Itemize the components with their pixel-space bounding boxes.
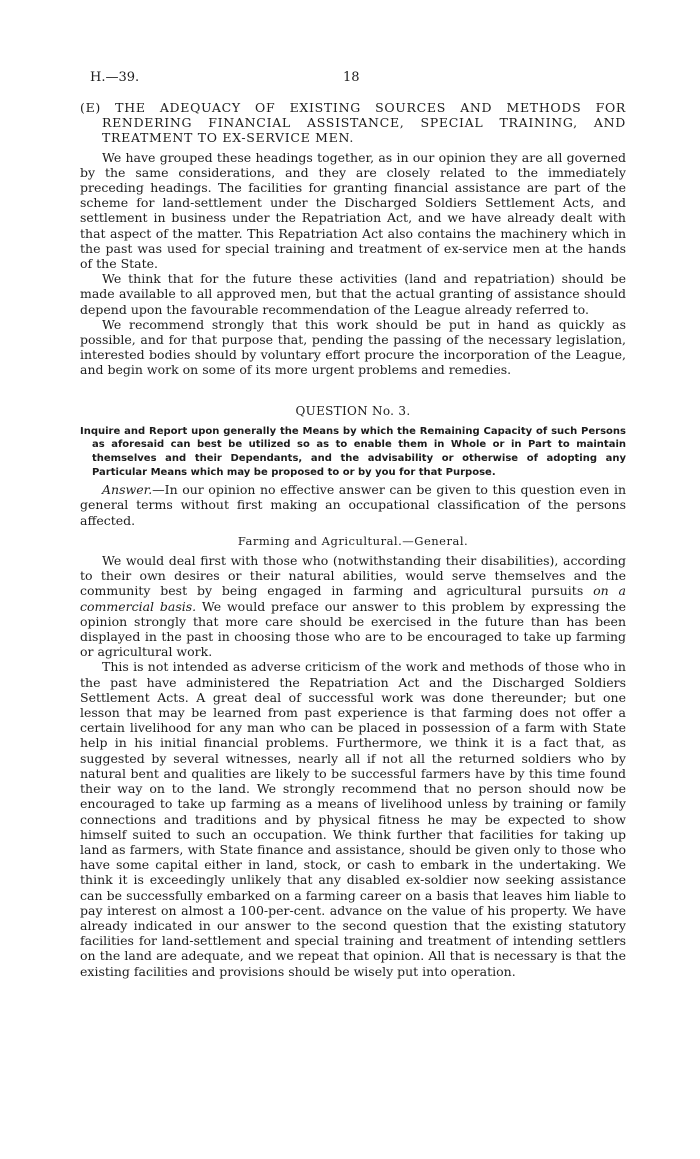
farming-emphasis: on a commercial basis.	[80, 583, 626, 614]
farming-paragraph	[80, 553, 626, 659]
section-e-paragraph: We think that for the future these activities (land and repatriation) should be made available to all approved men, but that the actual granting of assistance should depend upon the favourable recommendation of the League already referred to.	[80, 271, 626, 317]
section-e-paragraph: We recommend strongly that this work should be put in hand as quickly as possible, and for that purpose that, pending the passing of the necessary legislation, interested bodies should by voluntary effort procure the incorporation of the League, and begin work on some of its more urgent problems and remedies.	[80, 316, 626, 378]
section-e-paragraph: We have grouped these headings together, as in our opinion they are all governed by the same considerations, and they are closely related to the immediately preceding headings. The facilities for granting financial assistance are part of the scheme for land-settlement under the Discharged Soldiers Settlement Acts, and settlement in business under the Repatriation Act, and we have already dealt with that aspect of the matter. This Repatriation Act also contains the machinery which in the past was used for special training and treatment of ex-service men at the hands of the State.	[80, 149, 626, 272]
answer-label: Answer.	[102, 482, 153, 498]
farming-text: We would preface our answer to this problem by expressing the opinion strongly that more care should be exercised in the future than has been displayed in the past in choosing those who are to be encouraged to take up farming or agricultural work.	[80, 598, 626, 660]
question-title: QUESTION No. 3.	[295, 403, 411, 418]
answer-text: —In our opinion no effective answer can be given to this question even in general terms without first making an occupational classification of the persons affected.	[80, 482, 626, 528]
farming-subheading: Farming and Agricultural.—General.	[237, 533, 469, 548]
farming-paragraph: This is not intended as adverse criticism of the work and methods of those who in the past have administered the Repatriation Act and the Discharged Soldiers Settlement Acts. A great deal of successful work was done thereunder; but one lesson that may be learned from past experience is that farming does not offer a certain livelihood for any man who can be placed in possession of a farm with State help in his initial financial problems. Furthermore, we think it is a fact that, as suggested by several witnesses, nearly all if not all the returned soldiers who by natural bent and qualities are likely to be successful farmers have by this time found their way on to the land. We strongly recommend that no person should now be encouraged to take up farming as a means of livelihood unless by training or family connections and traditions and by physical fitness he may be expected to show himself suited to such an occupation. We think further that facilities for taking up land as farmers, with State finance and assistance, should be given only to those who have some capital either in land, stock, or cash to embark in the undertaking. We think it is exceedingly unlikely that any disabled ex-soldier now seeking assistance can be successfully embarked on a farming career on a basis that leaves him liable to pay interest on almost a 100-per-cent. advance on the value of his property. We have already indicated in our answer to the second question that the existing statutory facilities for land-settlement and special training and treatment of intending settlers on the land are adequate, and we repeat that opinion. All that is necessary is that the existing facilities and provisions should be wisely put into operation.	[80, 659, 626, 979]
question-text: Inquire and Report upon generally the Means by which the Remaining Capacity of such Persons as aforesaid can best be utilized so as to enable them in Whole or in Part to maintain themselves and their Dependants, and the advisability or otherwise of adopting any Particular Means which may be proposed to or by you for that Purpose.	[80, 425, 626, 478]
document-reference: H.—39.	[90, 70, 140, 85]
page-number: 18	[343, 70, 360, 85]
section-e-heading: (E) THE ADEQUACY OF EXISTING SOURCES AND METHODS FOR RENDERING FINANCIAL ASSISTANCE, SPECIAL TRAINING, AND TREATMENT TO EX-SERVICE MEN.	[80, 100, 626, 146]
farming-text: We would deal first with those who (notwithstanding their disabilities), according to their own desires or their natural abilities, would serve themselves and the community best by being engaged in farming and agricultural pursuits	[80, 553, 626, 599]
document-body	[80, 100, 626, 979]
answer-paragraph	[80, 482, 626, 528]
